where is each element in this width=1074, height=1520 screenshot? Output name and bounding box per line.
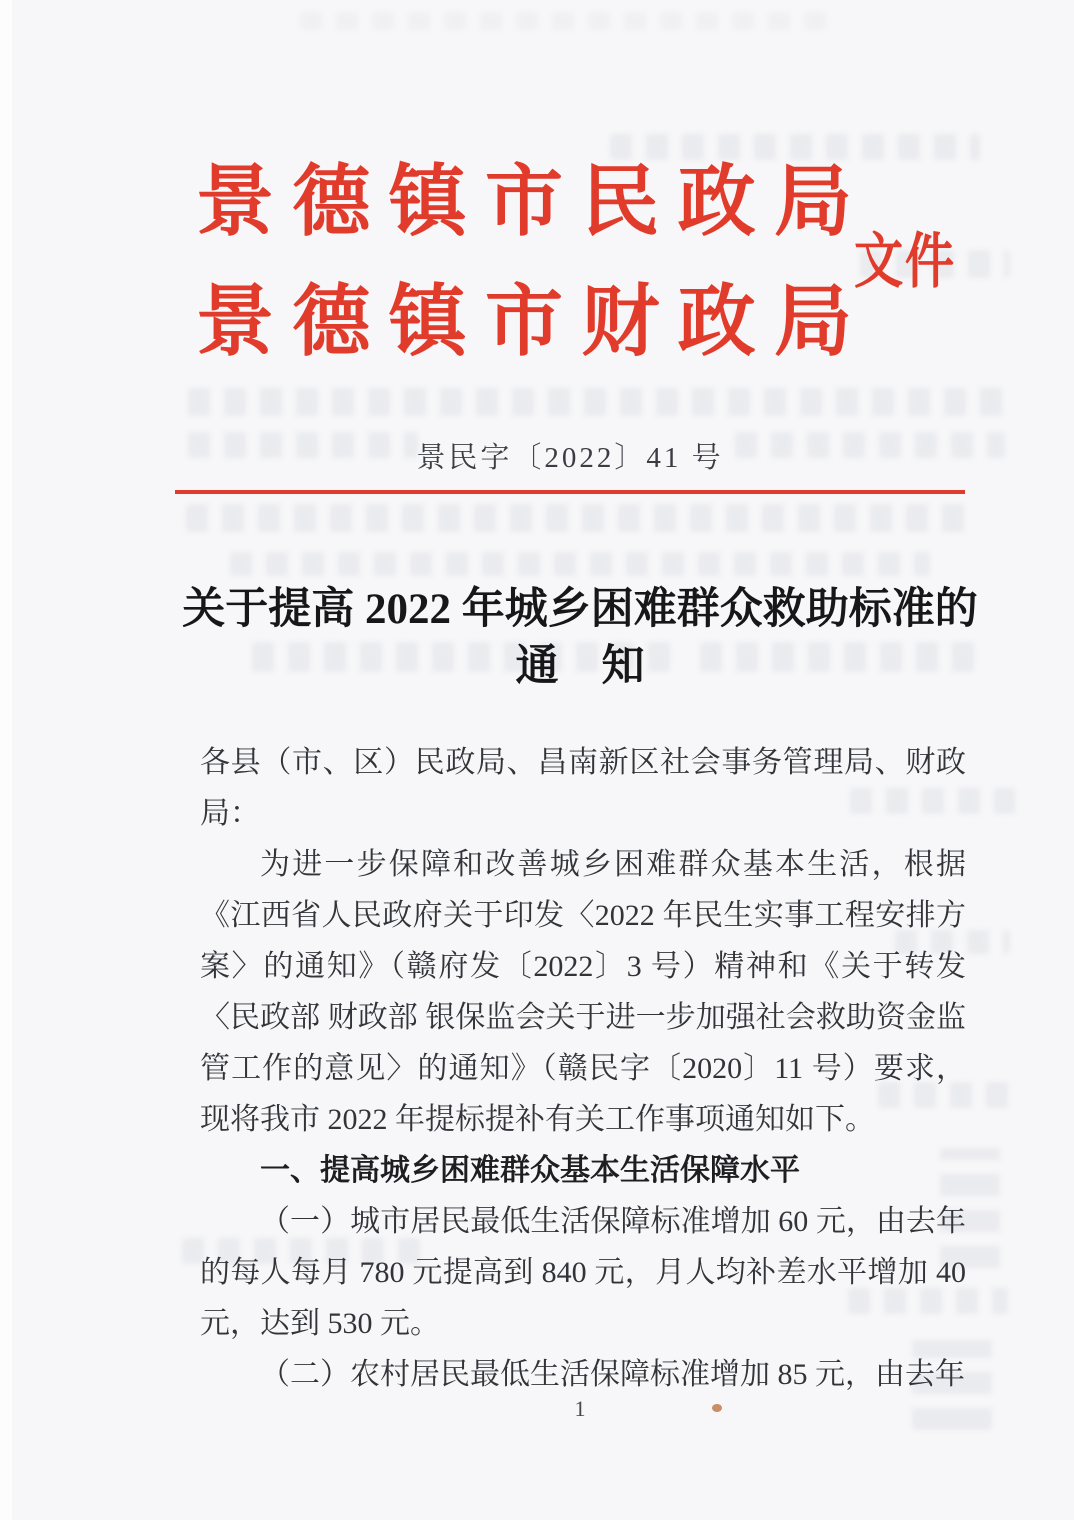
bleedthrough-ghost — [186, 504, 976, 532]
bleedthrough-ghost — [610, 134, 980, 160]
bleedthrough-ghost — [230, 552, 930, 576]
page-number: 1 — [574, 1396, 586, 1421]
scan-speck — [712, 1404, 722, 1412]
title-line-1: 关于提高 2022 年城乡困难群众救助标准的 — [182, 586, 978, 633]
agency-name-line-1: 景 德 镇 市 民 政 局 — [196, 158, 852, 245]
agency-name-block — [196, 158, 852, 365]
clause-item-2: （二）农村居民最低生活保障标准增加 85 元，由去年 — [260, 1358, 965, 1391]
clause-item-1: （一）城市居民最低生活保障标准增加 60 元，由去年的每人每月 780 元提高到 840 元，月人均补差水平增加 40 元，达到 530 元。 — [200, 1205, 966, 1340]
scan-edge — [0, 0, 12, 1520]
doc-type-label: 文件 — [854, 229, 956, 295]
section-heading: 一、提高城乡困难群众基本生活保障水平 — [260, 1154, 800, 1187]
bleedthrough-ghost — [188, 388, 1003, 416]
doc-number: 景民字〔2022〕41 号 — [416, 442, 724, 474]
document-title — [140, 581, 1020, 695]
salutation: 各县（市、区）民政局、昌南新区社会事务管理局、财政局： — [200, 746, 966, 830]
title-line-2: 通 知 — [515, 643, 645, 690]
red-separator-rule — [175, 490, 965, 494]
bleedthrough-ghost — [300, 12, 840, 30]
document-body — [200, 737, 966, 1400]
agency-name-line-2: 景 德 镇 市 财 政 局 — [196, 278, 852, 365]
paragraph-opening: 为进一步保障和改善城乡困难群众基本生活，根据《江西省人民政府关于印发〈2022 年民生实事工程安排方案〉的通知》（赣府发〔2022〕3 号）精神和《关于转发〈民政部 财政部 银保监会关于进一步加强社会救助资金监管工作的意见〉的通知》（赣民字〔2020〕11 号）要求，现将我市 2022 年提标提补有关工作事项通知如下。 — [200, 848, 966, 1136]
